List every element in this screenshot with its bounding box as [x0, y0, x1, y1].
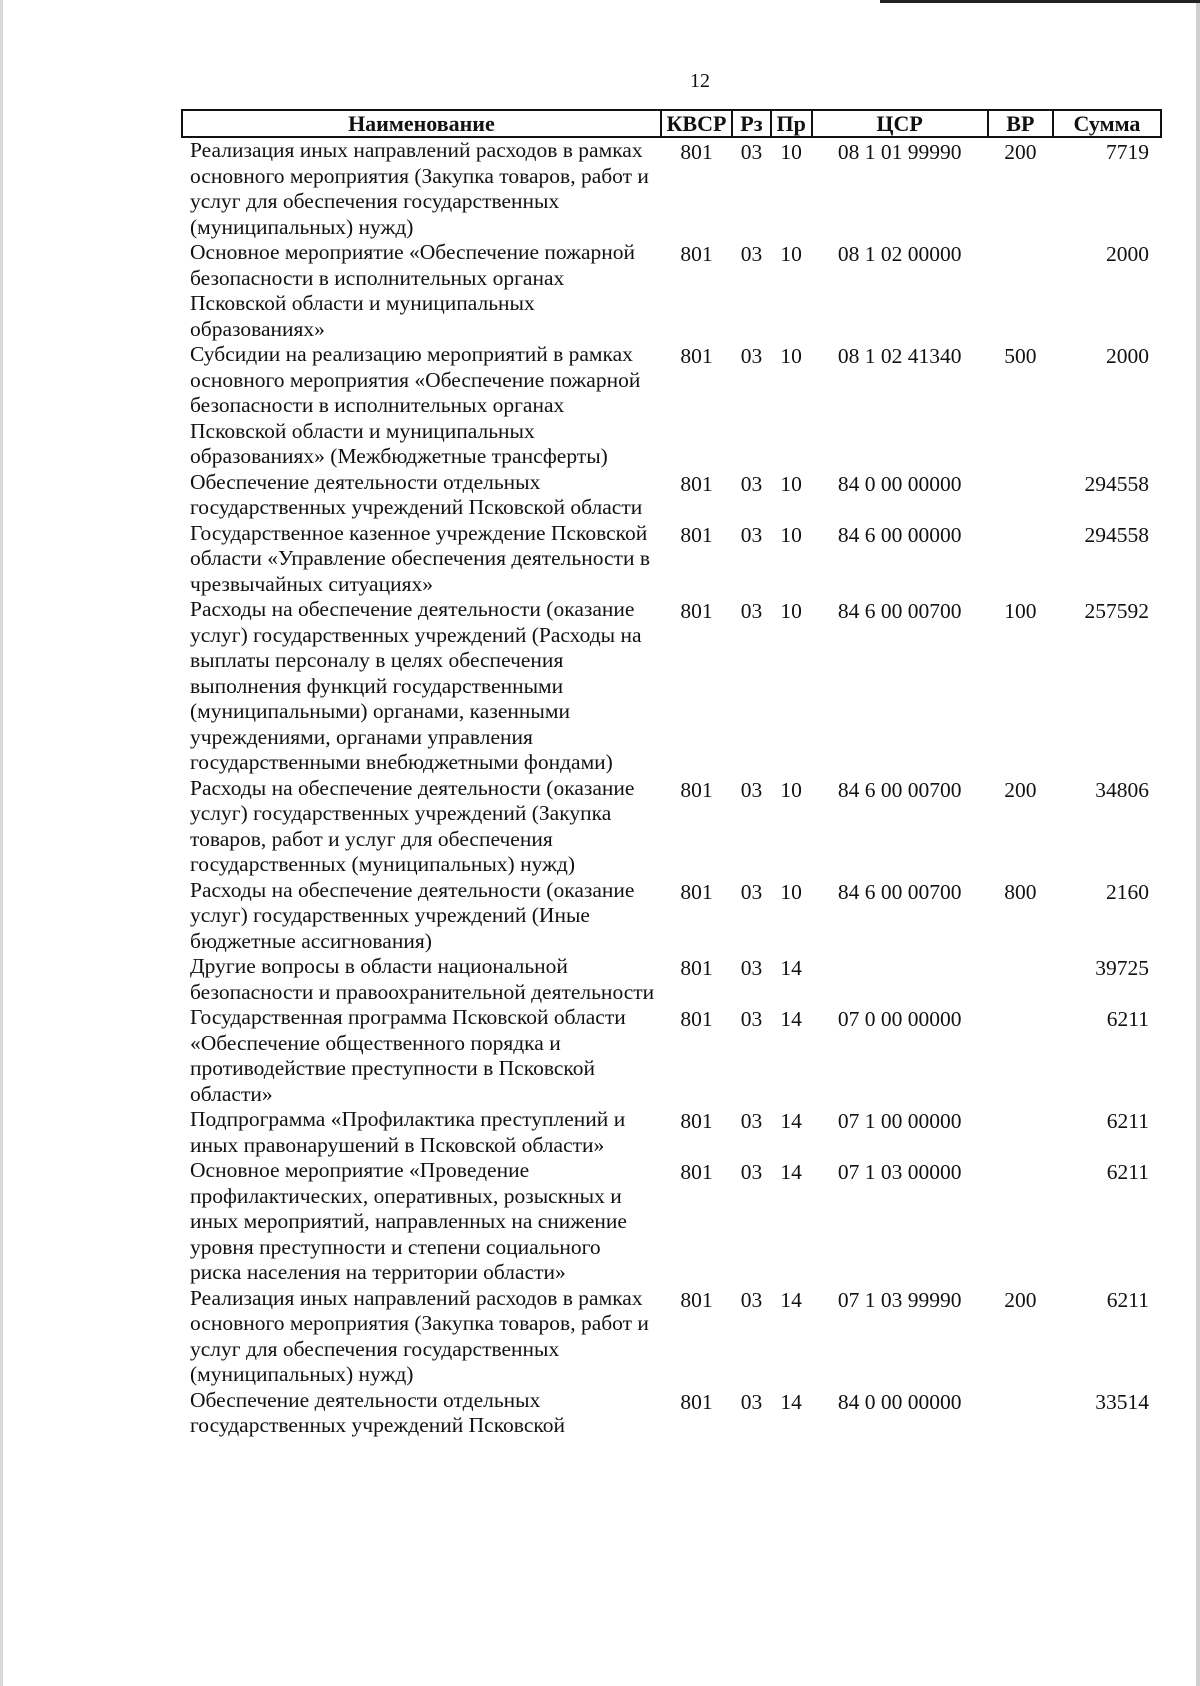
cell-name: Государственное казенное учреждение Псковской области «Управление обеспечения деятельности в чрезвычайных ситуациях» [190, 520, 650, 596]
header-rz: Рз [732, 110, 771, 137]
cell-pr: 10 [780, 879, 802, 904]
cell-name: Субсидии на реализацию мероприятий в рамках основного мероприятия «Обеспечение пожарной безопасности в исполнительных органах Псковской области и муниципальных образованиях» (Межбюджетные трансферты) [190, 342, 641, 468]
cell-kvsr: 801 [680, 471, 713, 496]
cell-pr: 14 [780, 1007, 802, 1031]
table-row [182, 1005, 1161, 1107]
cell-sum: 257592 [1084, 599, 1149, 623]
scan-edge-right [1196, 0, 1200, 1686]
table-row [182, 342, 1161, 470]
cell-name: Обеспечение деятельности отдельных государственных учреждений Псковской [190, 1387, 565, 1437]
cell-pr: 14 [780, 1287, 802, 1312]
cell-pr: 10 [780, 344, 802, 368]
header-kvsr: КВСР [661, 110, 732, 137]
cell-kvsr: 801 [680, 1160, 713, 1184]
cell-rz: 03 [740, 777, 763, 802]
cell-rz: 03 [740, 956, 763, 980]
cell-name: Расходы на обеспечение деятельности (оказание услуг) государственных учреждений (Иные бюджетные ассигнования) [190, 877, 635, 953]
cell-kvsr: 801 [680, 344, 713, 368]
table-row [182, 521, 1161, 598]
cell-sum: 33514 [1095, 1389, 1149, 1414]
cell-vr [988, 1158, 1053, 1286]
cell-pr: 14 [780, 1160, 802, 1184]
cell-sum: 7719 [1106, 140, 1149, 164]
cell-name: Обеспечение деятельности отдельных государственных учреждений Псковской области [190, 469, 643, 519]
cell-pr: 10 [780, 777, 802, 802]
cell-csr [812, 954, 988, 1005]
cell-kvsr: 801 [680, 1389, 713, 1414]
cell-rz: 03 [740, 471, 763, 496]
cell-sum: 6211 [1106, 1007, 1149, 1031]
cell-vr [988, 954, 1053, 1005]
cell-pr: 10 [780, 522, 802, 547]
cell-sum: 6211 [1106, 1109, 1149, 1133]
header-csr: ЦСР [812, 110, 988, 137]
cell-name: Расходы на обеспечение деятельности (оказание услуг) государственных учреждений (Закупка товаров, работ и услуг для обеспечения государственных (муниципальных) нужд) [190, 775, 635, 876]
cell-sum: 34806 [1095, 777, 1149, 802]
header-sum: Сумма [1053, 110, 1161, 137]
cell-kvsr: 801 [680, 777, 713, 802]
budget-table [181, 109, 1162, 1439]
cell-name: Реализация иных направлений расходов в рамках основного мероприятия (Закупка товаров, работ и услуг для обеспечения государственных (муниципальных) нужд) [190, 138, 649, 239]
cell-csr: 84 0 00 00000 [837, 1389, 962, 1414]
cell-rz: 03 [740, 1109, 763, 1133]
cell-pr: 10 [780, 242, 802, 266]
page-number: 12 [690, 70, 710, 92]
cell-vr [988, 1107, 1053, 1158]
cell-name: Основное мероприятие «Проведение профилактических, оперативных, розыскных и иных мероприятий, направленных на снижение уровня преступности и степени социального риска населения на территории области» [190, 1158, 627, 1284]
cell-sum: 294558 [1084, 522, 1149, 547]
cell-vr [988, 240, 1053, 342]
table-row [182, 954, 1161, 1005]
cell-rz: 03 [740, 140, 763, 164]
cell-sum: 2000 [1106, 344, 1149, 368]
cell-kvsr: 801 [680, 242, 713, 266]
table-row [182, 1158, 1161, 1286]
cell-vr [988, 470, 1053, 521]
cell-name: Расходы на обеспечение деятельности (оказание услуг) государственных учреждений (Расходы на выплаты персоналу в целях обеспечения выполнения функций государственными (муниципальными) органами, казенными учреждениями, органами управления государственными внебюджетными фондами) [190, 597, 642, 774]
cell-sum: 6211 [1106, 1287, 1149, 1312]
cell-name: Подпрограмма «Профилактика преступлений и иных правонарушений в Псковской области» [190, 1107, 626, 1157]
cell-name: Основное мероприятие «Обеспечение пожарной безопасности в исполнительных органах Псковской области и муниципальных образованиях» [190, 240, 636, 341]
cell-kvsr: 801 [680, 140, 713, 164]
cell-vr: 500 [1004, 344, 1037, 368]
cell-pr: 10 [780, 599, 802, 623]
header-name: Наименование [182, 110, 661, 137]
table-row [182, 470, 1161, 521]
cell-pr: 10 [780, 140, 802, 164]
cell-kvsr: 801 [680, 1007, 713, 1031]
cell-rz: 03 [740, 879, 763, 904]
cell-name: Реализация иных направлений расходов в рамках основного мероприятия (Закупка товаров, работ и услуг для обеспечения государственных (муниципальных) нужд) [190, 1285, 649, 1386]
scan-top-line [880, 0, 1200, 3]
cell-vr: 800 [1004, 879, 1037, 904]
table-header-row [182, 110, 1161, 137]
cell-pr: 14 [780, 1389, 802, 1414]
cell-csr: 84 6 00 00700 [837, 879, 962, 904]
cell-vr [988, 1005, 1053, 1107]
cell-kvsr: 801 [680, 956, 713, 980]
header-pr: Пр [771, 110, 812, 137]
cell-sum: 39725 [1095, 956, 1149, 980]
table-row [182, 137, 1161, 240]
cell-sum: 2160 [1106, 879, 1149, 904]
table-row [182, 776, 1161, 878]
cell-csr: 07 1 03 99990 [837, 1287, 962, 1312]
cell-vr: 200 [1004, 777, 1037, 802]
cell-csr: 08 1 01 99990 [837, 140, 962, 164]
cell-kvsr: 801 [680, 879, 713, 904]
cell-sum: 2000 [1106, 242, 1149, 266]
cell-csr: 84 0 00 00000 [837, 471, 962, 496]
cell-csr: 84 6 00 00000 [837, 522, 962, 547]
cell-kvsr: 801 [680, 1109, 713, 1133]
cell-name: Другие вопросы в области национальной безопасности и правоохранительной деятельности [190, 954, 655, 1004]
cell-csr: 84 6 00 00700 [837, 599, 962, 623]
cell-vr [988, 1388, 1053, 1439]
table-row [182, 878, 1161, 955]
cell-csr: 07 1 03 00000 [837, 1160, 962, 1184]
cell-vr: 100 [1004, 599, 1037, 623]
cell-csr: 07 1 00 00000 [837, 1109, 962, 1133]
cell-name: Государственная программа Псковской области «Обеспечение общественного порядка и противодействие преступности в Псковской области» [190, 1005, 626, 1106]
cell-vr [988, 521, 1053, 598]
cell-pr: 10 [780, 471, 802, 496]
cell-csr: 08 1 02 41340 [837, 344, 962, 368]
header-vr: ВР [988, 110, 1053, 137]
cell-rz: 03 [740, 599, 763, 623]
cell-rz: 03 [740, 344, 763, 368]
cell-kvsr: 801 [680, 599, 713, 623]
cell-rz: 03 [740, 1160, 763, 1184]
table-row [182, 1388, 1161, 1439]
cell-sum: 294558 [1084, 471, 1149, 496]
table-row [182, 597, 1161, 776]
cell-rz: 03 [740, 1287, 763, 1312]
cell-csr: 07 0 00 00000 [837, 1007, 962, 1031]
cell-pr: 14 [780, 956, 802, 980]
cell-kvsr: 801 [680, 1287, 713, 1312]
table-row [182, 1286, 1161, 1388]
cell-kvsr: 801 [680, 522, 713, 547]
cell-vr: 200 [1004, 140, 1037, 164]
cell-rz: 03 [740, 522, 763, 547]
cell-pr: 14 [780, 1109, 802, 1133]
table-row [182, 1107, 1161, 1158]
scan-edge-left [0, 0, 3, 1686]
table-row [182, 240, 1161, 342]
cell-sum: 6211 [1106, 1160, 1149, 1184]
cell-vr: 200 [1004, 1287, 1037, 1312]
cell-rz: 03 [740, 1389, 763, 1414]
cell-csr: 08 1 02 00000 [837, 242, 962, 266]
cell-rz: 03 [740, 242, 763, 266]
cell-csr: 84 6 00 00700 [837, 777, 962, 802]
cell-rz: 03 [740, 1007, 763, 1031]
